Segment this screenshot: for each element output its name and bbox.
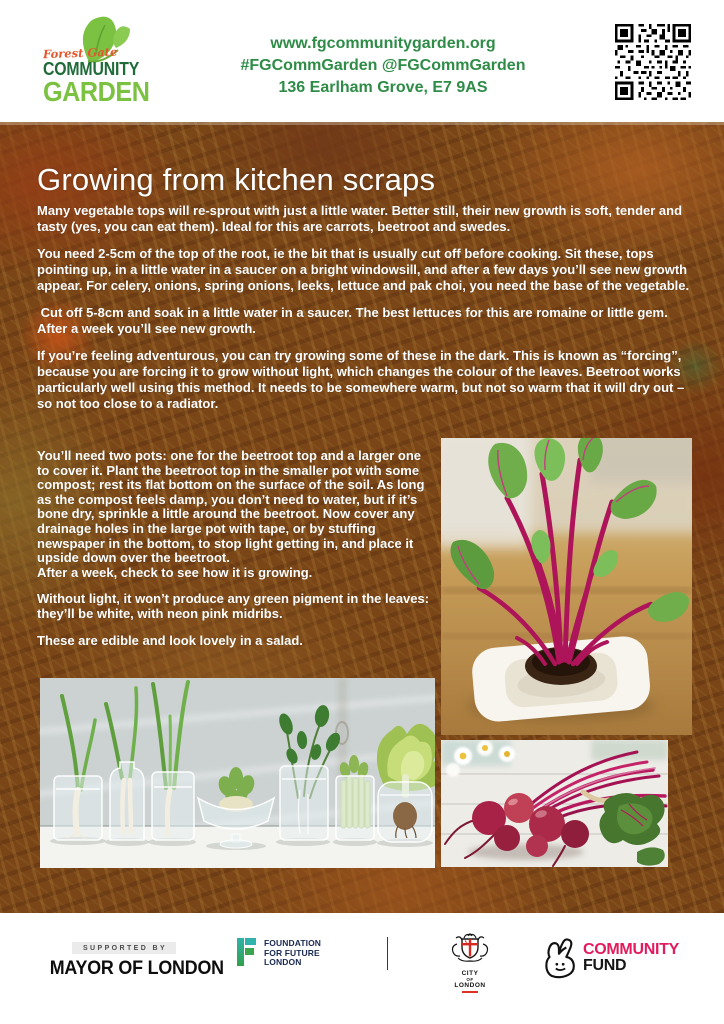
root-tops-paragraph: You need 2-5cm of the top of the root, ie the bit that is usually cut off before cooking. Sit these, tops pointing up, in a little water in a saucer on a bright windowsill, and after a few days you’ll see new growth appear. For celery, onions, spring onions, leeks, lettuce and pak choi, you need the base of the vegetable. xyxy=(37,246,691,293)
foundation-f-icon xyxy=(237,938,257,966)
article-column xyxy=(37,449,435,648)
footer-sponsors xyxy=(0,913,724,1024)
after-a-week-line: After a week, check to see how it is growing. xyxy=(37,564,313,580)
community-fund-logo xyxy=(541,937,679,979)
lettuce-paragraph: Cut off 5-8cm and soak in a little water in a saucer. The best lettuces for this are romaine or little gem. After a week you’ll see new growth. xyxy=(37,305,671,336)
page-title: Growing from kitchen scraps xyxy=(37,162,436,197)
community-fund-text: COMMUNITY FUND xyxy=(583,941,679,974)
mayor-of-london-text: MAYOR OF LONDON xyxy=(49,958,224,979)
website-link[interactable]: www.fgcommunitygarden.org xyxy=(270,35,496,52)
logo-garden-text: GARDEN xyxy=(43,76,150,107)
city-of-london-logo: CITY OF LONDON xyxy=(446,932,494,993)
header xyxy=(0,0,724,122)
foundation-text: FOUNDATION FOR FUTURE LONDON xyxy=(264,938,322,967)
forcing-paragraph: If you’re feeling adventurous, you can try growing some of these in the dark. This is known as “forcing”, because you are forcing it to grow without light, which changes the colour of the leaves. Beetroot works particularly well using this method. It needs to be somewhere warm, but not so warm that it will dry out – so not too close to a radiator. xyxy=(37,348,688,411)
intro-paragraph: Many vegetable tops will re-sprout with just a little water. Better still, their new growth is soft, tender and tasty (yes, you can eat them). Ideal for this are carrots, beetroot and swedes. xyxy=(37,203,686,234)
regrowing-jars-photo xyxy=(40,678,435,868)
city-red-underline xyxy=(462,991,478,993)
supported-by-label: SUPPORTED BY xyxy=(72,942,176,954)
crossed-fingers-icon xyxy=(541,937,579,979)
social-handles[interactable]: #FGCommGarden @FGCommGarden xyxy=(240,57,526,74)
mayor-of-london-logo xyxy=(45,937,224,980)
article xyxy=(37,163,699,423)
footer-divider xyxy=(387,937,388,970)
address-text: 136 Earlham Grove, E7 9AS xyxy=(278,79,488,96)
foundation-for-future-london-logo xyxy=(237,938,321,968)
two-pots-paragraph: You’ll need two pots: one for the beetroot top and a larger one to cover it. Plant the beetroot top in the smaller pot with some compost; rest its flat bottom on the surface of the soil. As long as the compost feels damp, you don’t need to water, but if it’s bone dry, sprinkle a little around the beetroot. Now cover any drainage holes in the large pot with tape, or by stuffing newspaper in the bottom, to stop light getting in, and place it upside down over the beetroot. xyxy=(37,448,429,566)
logo-community-text: COMMUNITY xyxy=(43,59,140,79)
beetroot-bunch-photo xyxy=(441,740,668,867)
city-of-london-crest-icon xyxy=(448,932,492,964)
qr-code xyxy=(615,24,691,100)
beetroot-sprout-photo xyxy=(441,438,692,735)
garden-logo xyxy=(36,10,166,114)
logo-script-text: Forest Gate xyxy=(42,44,118,62)
edible-paragraph: These are edible and look lovely in a salad. xyxy=(37,632,303,648)
header-contact-block xyxy=(162,33,604,99)
without-light-paragraph: Without light, it won’t produce any green pigment in the leaves: they’ll be white, with neon pink midribs. xyxy=(37,591,433,621)
